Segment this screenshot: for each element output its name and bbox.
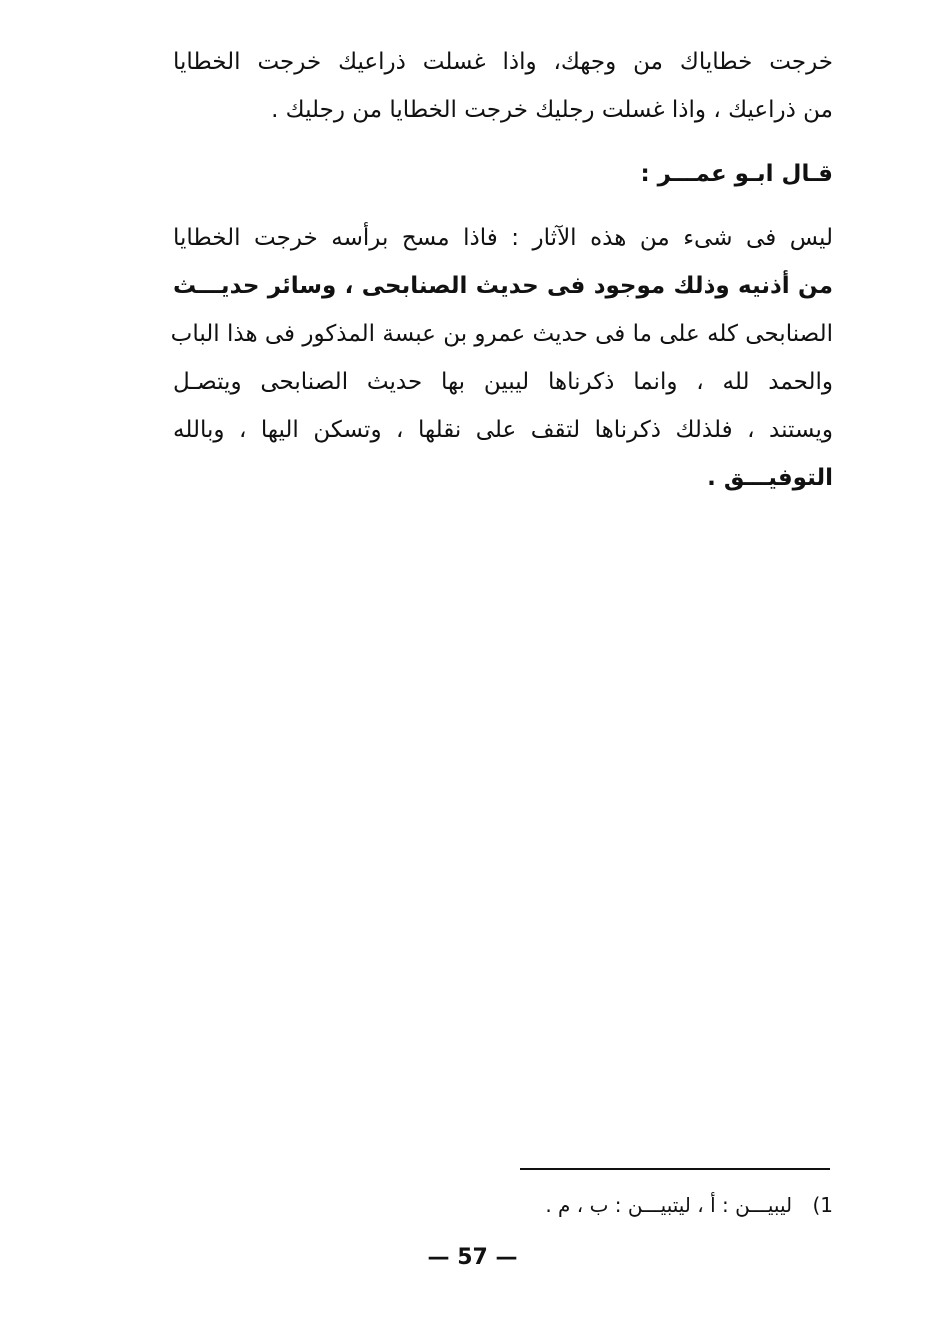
paragraph-1-line: خرجت خطاياك من وجهك، واذا غسلت ذراعيك خرجت الخطايا [173,49,833,75]
section-heading: قـال ابـو عمـــر : [640,161,833,187]
footnote-number: 1) [812,1193,833,1217]
paragraph-2 [170,214,833,502]
paragraph-2-line: من أذنيه وذلك موجود فى حديث الصنابحى ، وسائر حديـــث [173,273,833,299]
footnote [545,1190,833,1220]
page-number: — 57 — [427,1245,518,1270]
footnote-divider [520,1168,830,1170]
paragraph-1 [173,38,833,134]
paragraph-2-line: ويستند ، فلذلك ذكرناها لتقف على نقلها ، وتسكن اليها ، وبالله [173,417,833,443]
paragraph-2-line: التوفيـــق . [707,465,833,491]
footnote-text: ليبيـــن : أ ، ليتبيـــن : ب ، م . [545,1193,793,1217]
paragraph-2-line: ليس فى شىء من هذه الآثار : فاذا مسح برأسه خرجت الخطايا [173,225,833,251]
paragraph-2-line: والحمد لله ، وانما ذكرناها ليبين بها حديث الصنابحى ويتصـل [173,369,833,395]
paragraph-2-line: الصنابحى كله على ما فى حديث عمرو بن عبسة المذكور فى هذا الباب [170,321,833,347]
paragraph-1-line: من ذراعيك ، واذا غسلت رجليك خرجت الخطايا من رجليك . [271,97,833,123]
